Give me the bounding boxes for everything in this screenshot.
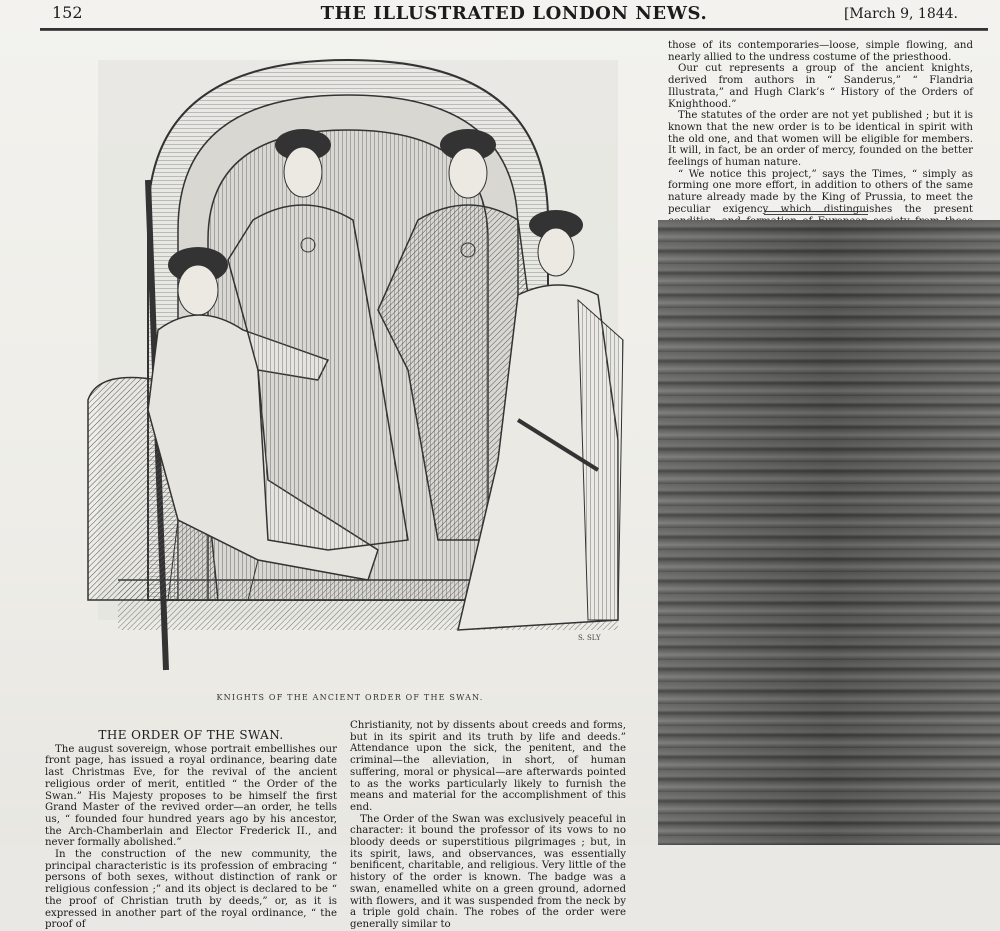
article-paragraph: In the construction of the new community, the principal characteristic is its profession of embracing “ persons of both sexes, without distinction of rank or religious confession ;” and its object is declared to be “ the proof of Christian truth by deeds,” or, as it is expressed in another part of the royal ordinance, “ the proof of — [45, 849, 337, 931]
article-paragraph: those of its contemporaries—loose, simple flowing, and nearly allied to the undress costume of the priesthood. — [668, 40, 973, 63]
knights-engraving — [78, 40, 638, 680]
article-title: THE ORDER OF THE SWAN. — [98, 728, 284, 742]
issue-date: [March 9, 1844. — [843, 6, 958, 22]
masthead: THE ILLUSTRATED LONDON NEWS. — [320, 3, 708, 24]
header-rule — [40, 28, 988, 31]
wooden-board-background — [658, 220, 1000, 845]
engraver-signature: S. SLY — [578, 634, 601, 642]
article-paragraph: Christianity, not by dissents about creeds and forms, but in its spirit and its truth by life and deeds.” Attendance upon the sick, the penitent, and the criminal—the alleviation, in short, of human suffering, moral or physical—are afterwards pointed to as the works particularly likely to furnish the means and material for the accomplishment of this end. — [350, 720, 626, 813]
column-end-rule — [764, 211, 868, 215]
article-column-middle — [350, 720, 626, 931]
page-number: 152 — [52, 3, 83, 22]
article-paragraph: The august sovereign, whose portrait embellishes our front page, has issued a royal ordinance, bearing date last Christmas Eve, for the revival of the ancient religious order of merit, entitled “ the Order of the Swan.” His Majesty proposes to be himself the first Grand Master of the revived order—an order, he tells us, “ founded four hundred years ago by his ancestor, the Arch-Chamberlain and Elector Frederick II., and never formally abolished.” — [45, 743, 337, 849]
article-paragraph: The Order of the Swan was exclusively peaceful in character: it bound the professor of its vows to no bloody deeds or superstitious pilgrimages ; but, in its spirit, laws, and observances, was essentially benificent, charitable, and religious. Very little of the history of the order is known. The badge was a swan, enamelled white on a green ground, adorned with flowers, and it was suspended from the neck by a triple gold chain. The robes of the order were generally similar to — [350, 813, 626, 930]
article-paragraph: “ We notice this project,” says the Times, “ simply as forming one more effort, in addition to others of the same nature already made by the King of Prussia, to meet the peculiar exigency which distinguishes the present — [668, 168, 973, 215]
article-column-left — [45, 730, 337, 931]
article-paragraph: Our cut represents a group of the ancient knights, derived from authors in “ Sanderus,” “ Flandria Illustrata,” and Hugh Clark’s “ History of the Orders of Knighthood.” — [668, 63, 973, 110]
article-paragraph: The statutes of the order are not yet published ; but it is known that the new order is to be identical in spirit with the old one, and that women will be eligible for members. It will, in fact, be an order of mercy, founded on the better feelings of human nature. — [668, 110, 973, 169]
figure-caption: KNIGHTS OF THE ANCIENT ORDER OF THE SWAN. — [216, 693, 484, 702]
